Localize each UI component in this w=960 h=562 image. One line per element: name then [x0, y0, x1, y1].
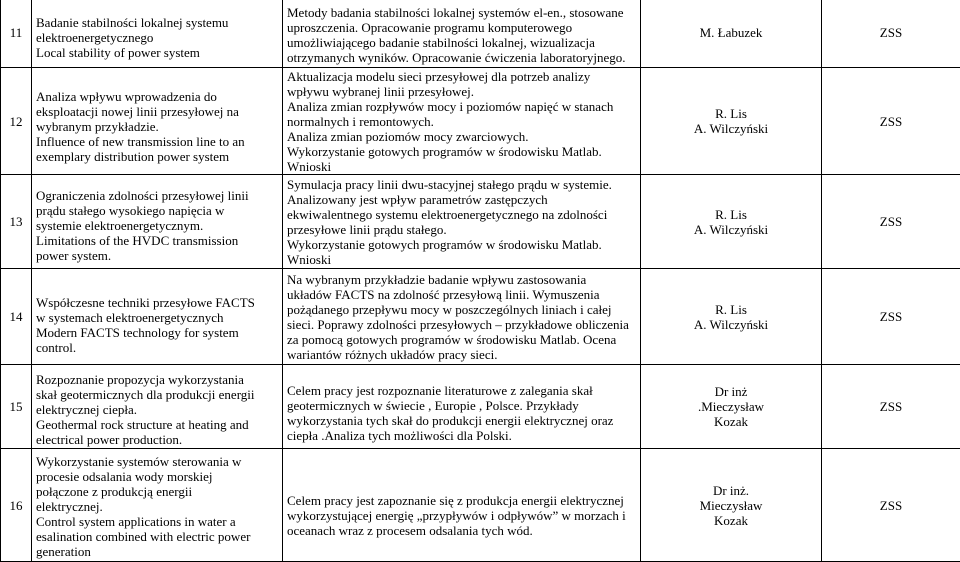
topic-title-line: esalination combined with electric power [36, 529, 278, 544]
row-number: 14 [1, 269, 32, 365]
topic-title-line: elektroenergetycznego [36, 30, 278, 45]
topic-title-cell [32, 68, 283, 175]
topic-title-line: Analiza wpływu wprowadzenia do [36, 89, 278, 104]
topic-description-line: otrzymanych wyników. Opracowanie ćwiczenia laboratoryjnego. [287, 50, 636, 65]
topic-description-line: Analizowany jest wpływ parametrów zastępczych [287, 192, 636, 207]
department-cell: ZSS [822, 0, 960, 68]
topic-title-line: Modern FACTS technology for system [36, 325, 278, 340]
topic-description-line: ciepła .Analiza tych możliwości dla Polski. [287, 428, 636, 443]
supervisor-cell [641, 269, 822, 365]
supervisor-line: R. Lis [645, 106, 817, 121]
topic-title-line: Badanie stabilności lokalnej systemu [36, 15, 278, 30]
topic-description-line: sieci. Poprawy zdolności przesyłowych – przykładowe obliczenia [287, 317, 636, 332]
topic-description-line: układów FACTS na zdolność przesyłową linii. Wymuszenia [287, 287, 636, 302]
topic-description-cell [283, 449, 641, 562]
topic-description-line: Wnioski [287, 252, 636, 267]
supervisor-cell [641, 175, 822, 269]
topic-description-cell [283, 175, 641, 269]
department-cell: ZSS [822, 365, 960, 449]
topic-description-line: Symulacja pracy linii dwu-stacyjnej stałego prądu w systemie. [287, 177, 636, 192]
topic-title-line: control. [36, 340, 278, 355]
topic-description-cell [283, 269, 641, 365]
topic-title-line: generation [36, 544, 278, 559]
topic-title-line: elektrycznej ciepła. [36, 402, 278, 417]
topic-title-line: wybranym przykładzie. [36, 119, 278, 134]
topic-description-line: Wykorzystanie gotowych programów w środowisku Matlab. [287, 237, 636, 252]
table-row [1, 269, 960, 365]
supervisor-line: A. Wilczyński [645, 121, 817, 136]
supervisor-line: Dr inż. [645, 483, 817, 498]
topic-description-line: pożądanego przepływu mocy w poszczególnych liniach i całej [287, 302, 636, 317]
topic-description-line: geotermicznych w świecie , Europie , Polsce. Przykłady [287, 398, 636, 413]
topic-title-line: systemie elektroenergetycznym. [36, 218, 278, 233]
topic-title-line: elektrycznej. [36, 499, 278, 514]
topic-title-line: exemplary distribution power system [36, 149, 278, 164]
table-row [1, 365, 960, 449]
supervisor-line: Dr inż [645, 384, 817, 399]
supervisor-line: .Mieczysław [645, 399, 817, 414]
topic-description-line: ekwiwalentnego systemu elektroenergetycznego na zdolności [287, 207, 636, 222]
topic-description-cell [283, 365, 641, 449]
topic-description-line: wykorzystania tych skał do produkcji energii elektrycznej oraz [287, 413, 636, 428]
topic-description-line: uproszczenia. Opracowanie programu komputerowego [287, 20, 636, 35]
topic-title-line: Współczesne techniki przesyłowe FACTS [36, 295, 278, 310]
topic-description-line: Na wybranym przykładzie badanie wpływu zastosowania [287, 272, 636, 287]
topic-description-line: Wykorzystanie gotowych programów w środowisku Matlab. [287, 144, 636, 159]
row-number: 16 [1, 449, 32, 562]
table-row [1, 175, 960, 269]
supervisor-line: R. Lis [645, 302, 817, 317]
topic-title-line: Geothermal rock structure at heating and [36, 417, 278, 432]
topic-title-cell [32, 365, 283, 449]
row-number: 15 [1, 365, 32, 449]
topic-description-line: przesyłowe linii prądu stałego. [287, 222, 636, 237]
supervisor-cell [641, 365, 822, 449]
table-row [1, 0, 960, 68]
topic-title-cell [32, 269, 283, 365]
topic-description-cell [283, 68, 641, 175]
department-cell: ZSS [822, 269, 960, 365]
supervisor-line: Kozak [645, 513, 817, 528]
supervisor-line: A. Wilczyński [645, 317, 817, 332]
supervisor-line: M. Łabuzek [645, 25, 817, 40]
supervisor-line: A. Wilczyński [645, 222, 817, 237]
topic-title-line: skał geotermicznych dla produkcji energii [36, 387, 278, 402]
supervisor-line: Kozak [645, 414, 817, 429]
topic-description-line: Wnioski [287, 159, 636, 174]
table-row [1, 449, 960, 562]
topic-title-line: Limitations of the HVDC transmission [36, 233, 278, 248]
topic-description-line: wpływu wybranej linii przesyłowej. [287, 84, 636, 99]
topic-description-line: oceanach wraz z procesem odsalania tych wód. [287, 523, 636, 538]
supervisor-cell [641, 0, 822, 68]
topic-title-line: Local stability of power system [36, 45, 278, 60]
topic-description-line: normalnych i remontowych. [287, 114, 636, 129]
topic-title-line: power system. [36, 248, 278, 263]
topic-title-cell [32, 449, 283, 562]
supervisor-line: R. Lis [645, 207, 817, 222]
topic-title-line: w systemach elektroenergetycznych [36, 310, 278, 325]
topic-description-line: Analiza zmian rozpływów mocy i poziomów napięć w stanach [287, 99, 636, 114]
supervisor-cell [641, 68, 822, 175]
topic-description-line: Aktualizacja modelu sieci przesyłowej dla potrzeb analizy [287, 69, 636, 84]
topic-title-line: eksploatacji nowej linii przesyłowej na [36, 104, 278, 119]
topic-title-line: połączone z produkcją energii [36, 484, 278, 499]
topic-title-line: electrical power production. [36, 432, 278, 447]
topic-title-line: Ograniczenia zdolności przesyłowej linii [36, 188, 278, 203]
department-cell: ZSS [822, 449, 960, 562]
row-number: 11 [1, 0, 32, 68]
topic-description-line: Analiza zmian poziomów mocy zwarciowych. [287, 129, 636, 144]
topic-description-line: za pomocą gotowych programów w środowisku Matlab. Ocena [287, 332, 636, 347]
topic-title-line: Rozpoznanie propozycja wykorzystania [36, 372, 278, 387]
department-cell: ZSS [822, 68, 960, 175]
topic-description-line: Celem pracy jest zapoznanie się z produkcja energii elektrycznej [287, 493, 636, 508]
topic-title-line: prądu stałego wysokiego napięcia w [36, 203, 278, 218]
topic-title-line: Influence of new transmission line to an [36, 134, 278, 149]
topic-title-cell [32, 175, 283, 269]
topic-description-cell [283, 0, 641, 68]
topic-title-line: Control system applications in water a [36, 514, 278, 529]
topic-description-line: umożliwiającego badanie stabilności lokalnej, wizualizacja [287, 35, 636, 50]
topic-description-line: wariantów różnych układów pracy sieci. [287, 347, 636, 362]
topic-description-line: Celem pracy jest rozpoznanie literaturowe z zalegania skał [287, 383, 636, 398]
topic-description-line: Metody badania stabilności lokalnej systemów el-en., stosowane [287, 5, 636, 20]
row-number: 13 [1, 175, 32, 269]
topic-title-line: Wykorzystanie systemów sterowania w [36, 454, 278, 469]
department-cell: ZSS [822, 175, 960, 269]
supervisor-cell [641, 449, 822, 562]
table-row [1, 68, 960, 175]
topic-description-line: wykorzystującej energię „przypływów i odpływów” w morzach i [287, 508, 636, 523]
topic-title-cell [32, 0, 283, 68]
row-number: 12 [1, 68, 32, 175]
supervisor-line: Mieczysław [645, 498, 817, 513]
topic-title-line: procesie odsalania wody morskiej [36, 469, 278, 484]
